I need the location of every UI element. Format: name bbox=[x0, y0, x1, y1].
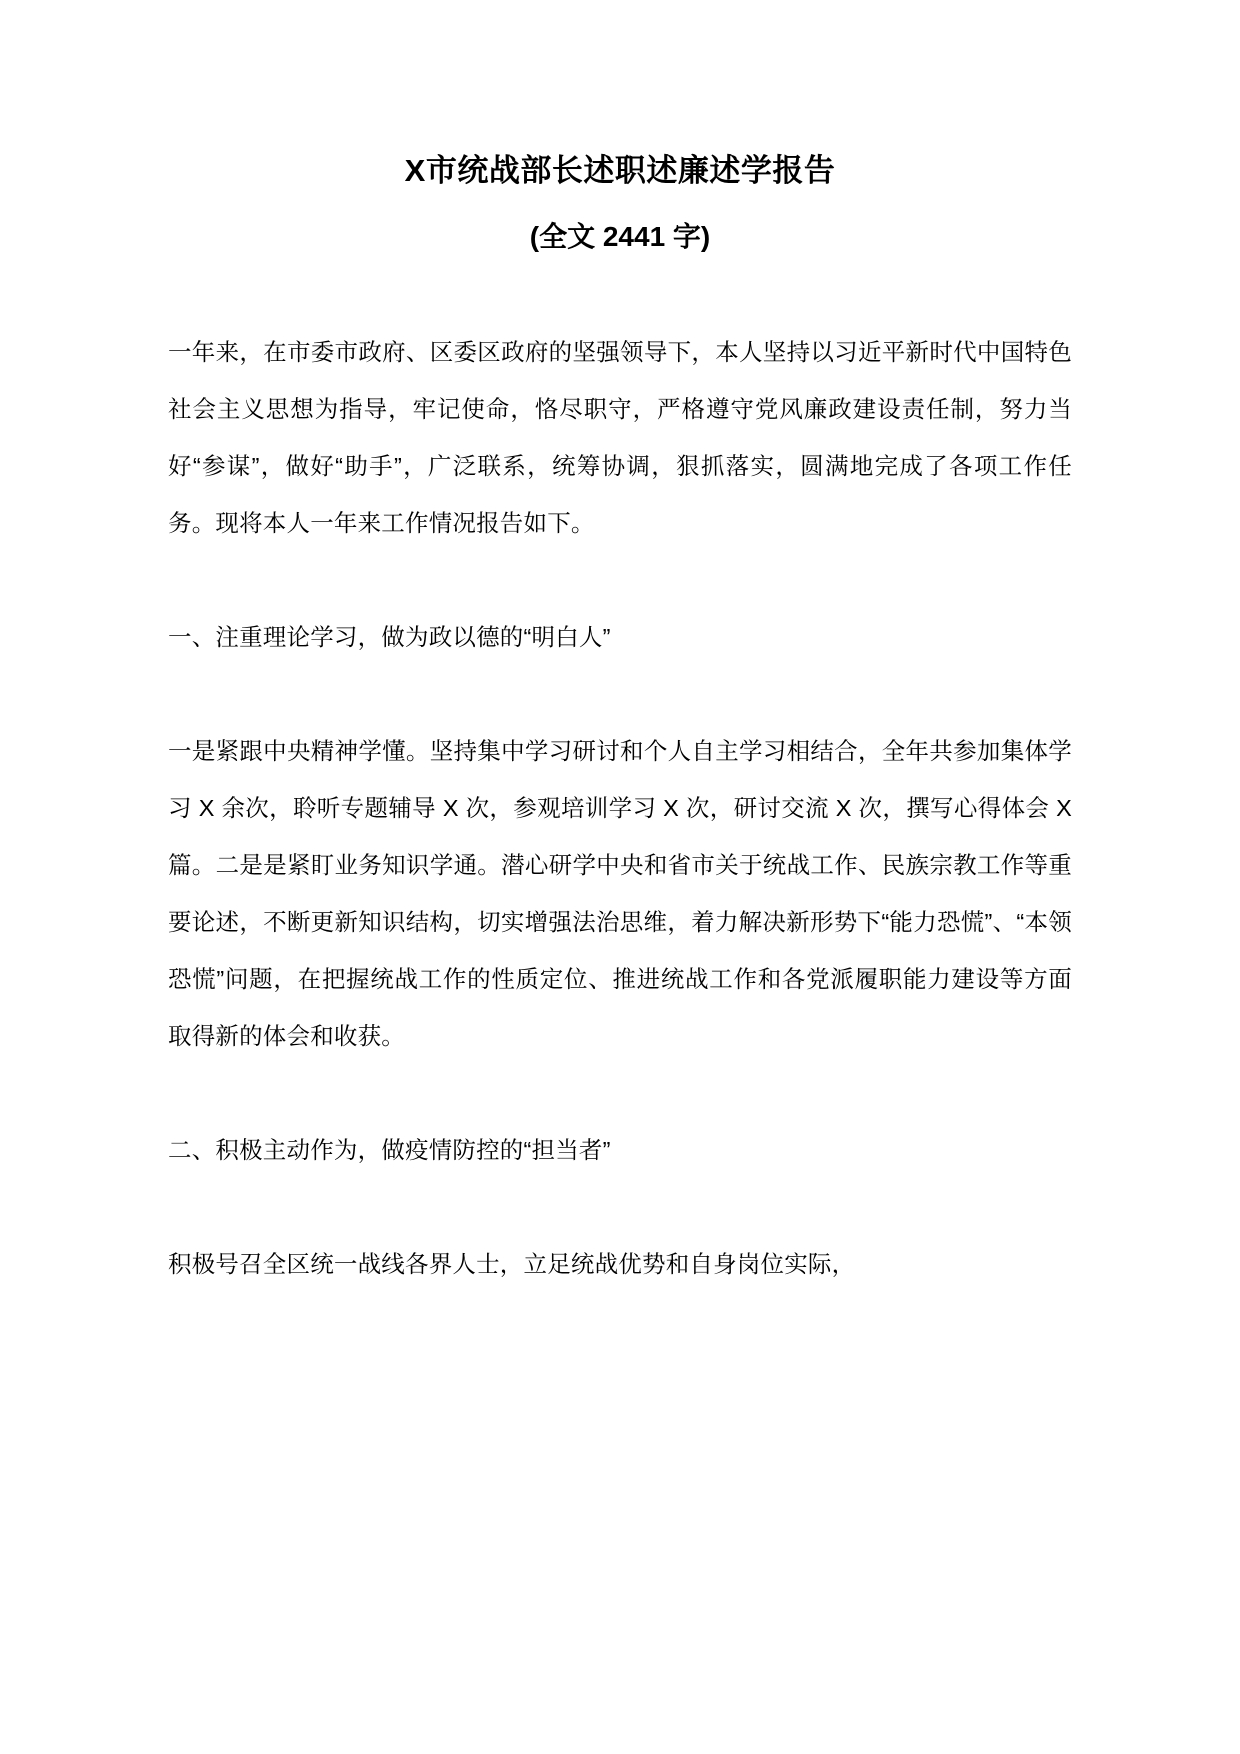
section-heading-one: 一、注重理论学习，做为政以德的“明白人” bbox=[168, 623, 611, 650]
document-title: X市统战部长述职述廉述学报告 bbox=[404, 153, 836, 188]
document-subtitle: (全文 2441 字) bbox=[529, 220, 711, 252]
document-body bbox=[168, 256, 1072, 1293]
document-content bbox=[168, 0, 1072, 1293]
paragraph-section-two: 积极号召全区统一战线各界人士，立足统战优势和自身岗位实际， bbox=[168, 1250, 856, 1277]
section-heading-two: 二、积极主动作为，做疫情防控的“担当者” bbox=[168, 1136, 611, 1163]
paragraph-section-one: 一是紧跟中央精神学懂。坚持集中学习研讨和个人自主学习相结合，全年共参加集体学习 X 余次，聆听专题辅导 X 次，参观培训学习 X 次，研讨交流 X 次，撰写心得体会 X 篇。二是是紧盯业务知识学通。潜心研学中央和省市关于统战工作、民族宗教工作等重要论述，不断更新知识结构，切实增强法治思维，着力解决新形势下“能力恐慌”、“本领恐慌”问题，在把握统战工作的性质定位、推进统战工作和各党派履职能力建设等方面取得新的体会和收获。 bbox=[168, 737, 1072, 1049]
paragraph-intro: 一年来，在市委市政府、区委区政府的坚强领导下，本人坚持以习近平新时代中国特色社会主义思想为指导，牢记使命，恪尽职守，严格遵守党风廉政建设责任制，努力当好“参谋”，做好“助手”，广泛联系，统筹协调，狠抓落实，圆满地完成了各项工作任务。现将本人一年来工作情况报告如下。 bbox=[168, 338, 1072, 536]
